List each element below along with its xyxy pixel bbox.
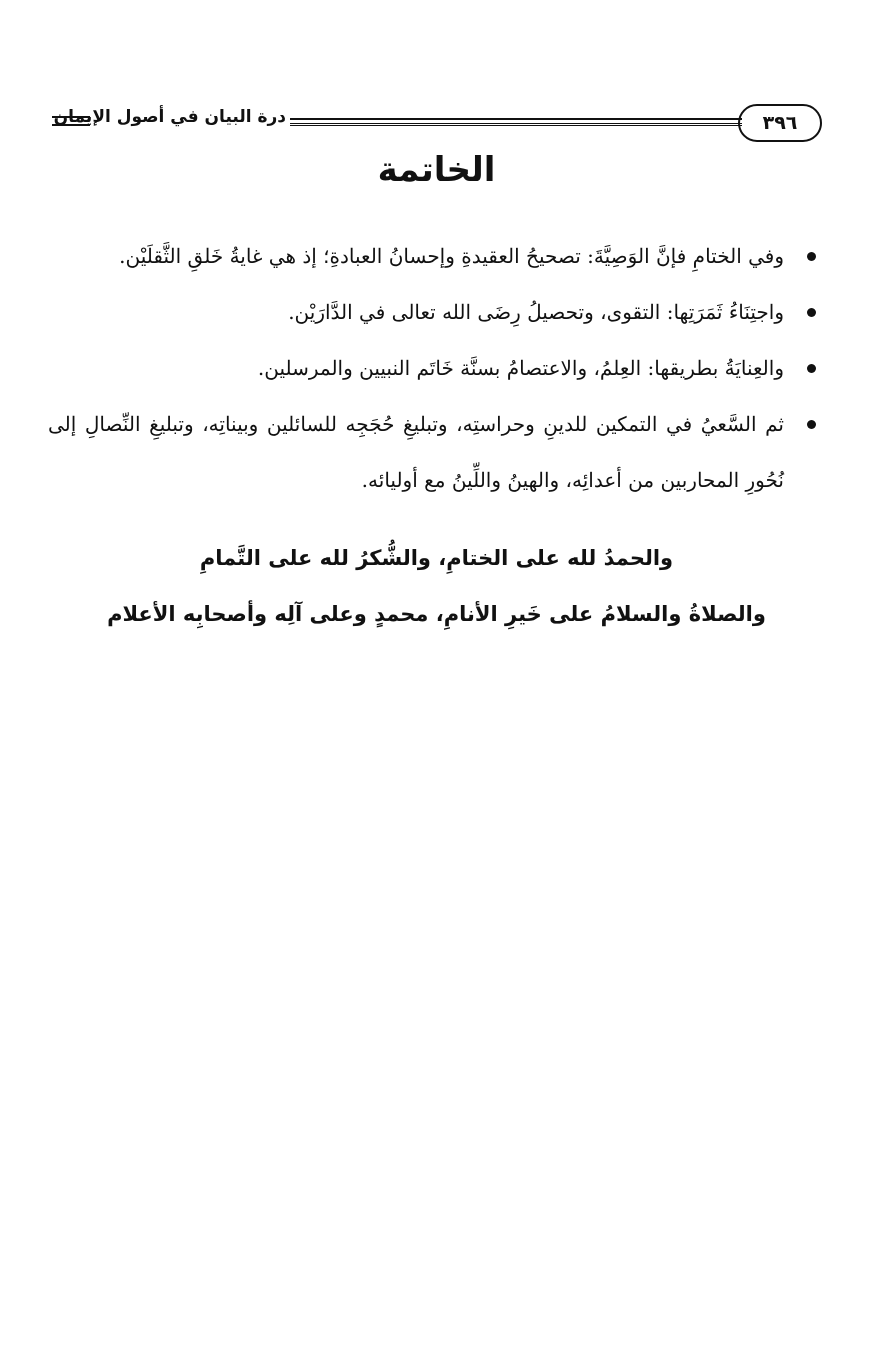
bullet-text: واجتِنَاءُ ثَمَرَتِها: التقوى، وتحصيلُ رِضَى الله تعالى في الدَّارَيْن.	[288, 300, 784, 324]
closing-prayer	[0, 530, 873, 642]
bullet-dot-icon	[807, 308, 816, 317]
page-number: ٣٩٦	[738, 104, 822, 142]
bullet-item	[48, 396, 820, 508]
bullet-text: وفي الختامِ فإنَّ الوَصِيَّةَ: تصحيحُ العقيدةِ وإحسانُ العبادةِ؛ إذ هي غايةُ خَلقِ الثَّقلَيْن.	[119, 244, 784, 268]
bullet-text: ثم السَّعيُ في التمكين للدينِ وحراستِه، وتبليغِ حُجَجِه للسائلين وبيناتِه، وتبليغِ النِّصالِ إلى نُحُورِ المحاربين من أعدائِه، والهينُ واللِّينُ مع أوليائه.	[48, 412, 784, 492]
closing-line-salutation: والصلاةُ والسلامُ على خَيرِ الأنامِ، محمدٍ وعلى آلِه وأصحابِه الأعلام	[107, 602, 766, 626]
header-rule-short	[52, 116, 90, 126]
book-title: درة البيان في أصول الإيمان	[53, 107, 286, 127]
section-heading: الخاتمة	[377, 150, 496, 190]
bullet-item	[48, 340, 820, 396]
bullet-list	[48, 228, 820, 508]
closing-line-praise: والحمدُ لله على الختامِ، والشُّكرُ لله على التَّمامِ	[199, 546, 674, 570]
bullet-dot-icon	[807, 420, 816, 429]
header-rule-long	[290, 118, 742, 124]
bullet-item	[48, 228, 820, 284]
bullet-dot-icon	[807, 252, 816, 261]
running-header	[52, 104, 822, 144]
bullet-text: والعِنايَةُ بطريقها: العِلمُ، والاعتصامُ بسنَّة خَاتَم النبيين والمرسلين.	[257, 356, 784, 380]
bullet-dot-icon	[807, 364, 816, 373]
bullet-item	[48, 284, 820, 340]
